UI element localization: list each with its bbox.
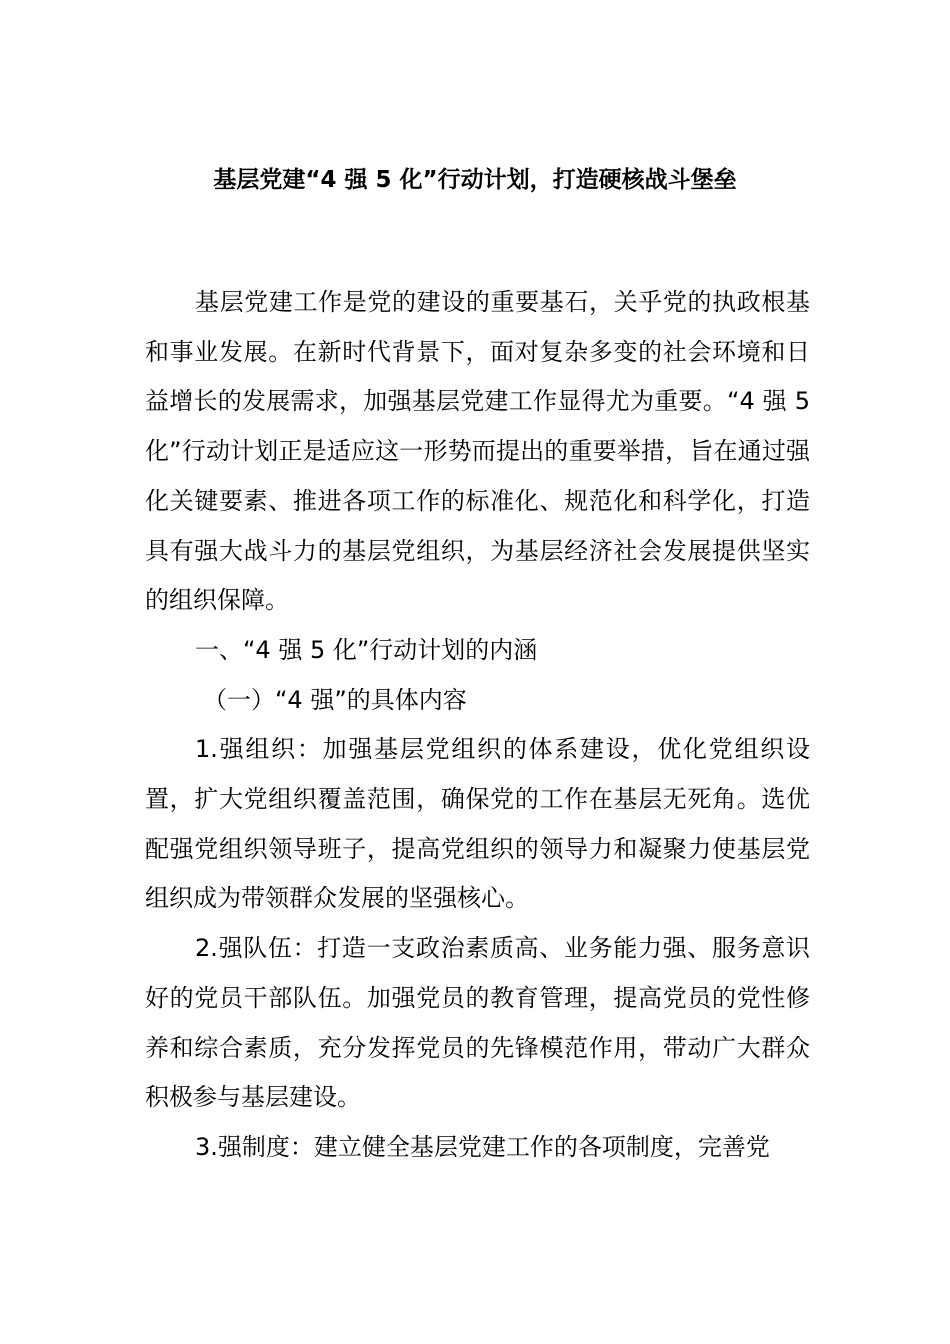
- paragraph-strong-system: 3.强制度：建立健全基层党建工作的各项制度，完善党: [195, 1132, 770, 1161]
- paragraph-strong-team: 2.强队伍：打造一支政治素质高、业务能力强、服务意识好的党员干部队伍。加强党员的教育管理，提高党员的党性修养和综合素质，充分发挥党员的先锋模范作用，带动广大群众积极参与基层建设。: [145, 934, 810, 1112]
- intro-paragraph: 基层党建工作是党的建设的重要基石，关乎党的执政根基和事业发展。在新时代背景下，面对复杂多变的社会环境和日益增长的发展需求，加强基层党建工作显得尤为重要。“4 强 5 化”行动计划正是适应这一形势而提出的重要举措，旨在通过强化关键要素、推进各项工作的标准化、规范化和科学化，打造具有强大战斗力的基层党组织，为基层经济社会发展提供坚实的组织保障。: [145, 288, 810, 615]
- subsection-heading-1: （一）“4 强”的具体内容: [203, 685, 467, 714]
- paragraph-strong-organization: 1.强组织：加强基层党组织的体系建设，优化党组织设置，扩大党组织覆盖范围，确保党的工作在基层无死角。选优配强党组织领导班子，提高党组织的领导力和凝聚力使基层党组织成为带领群众发展的坚强核心。: [145, 735, 810, 913]
- section-heading-1: 一、“4 强 5 化”行动计划的内涵: [195, 635, 538, 664]
- document-title: 基层党建“4 强 5 化”行动计划，打造硬核战斗堡垒: [213, 167, 737, 193]
- document-body: [145, 278, 810, 1173]
